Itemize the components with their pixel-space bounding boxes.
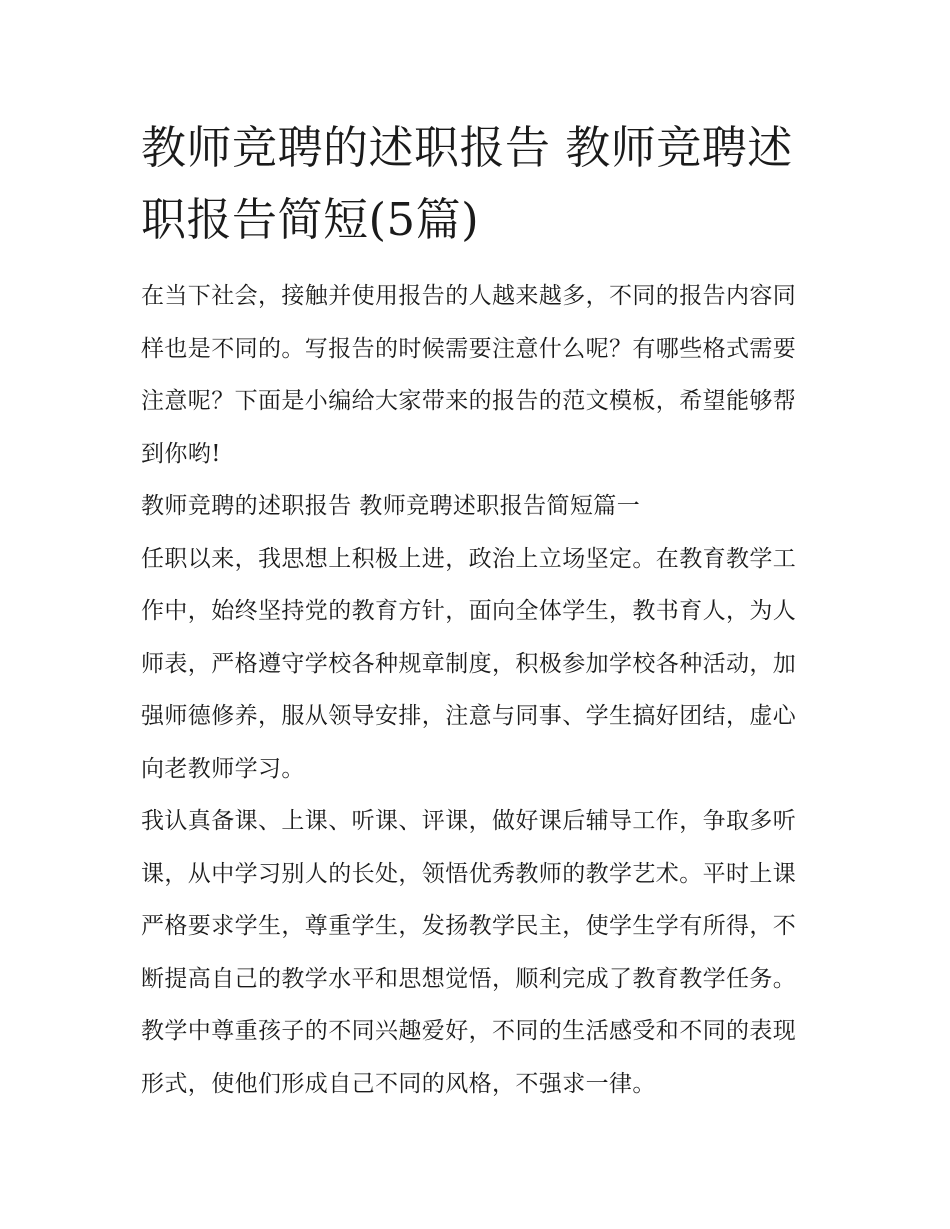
body-paragraph: 任职以来，我思想上积极上进，政治上立场坚定。在教育教学工作中，始终坚持党的教育方针，面向全体学生，教书育人，为人师表，严格遵守学校各种规章制度，积极参加学校各种活动，加强师德修养，服从领导安排，注意与同事、学生搞好团结，虚心向老教师学习。 — [141, 545, 797, 782]
intro-paragraph: 在当下社会，接触并使用报告的人越来越多，不同的报告内容同样也是不同的。写报告的时候需要注意什么呢？有哪些格式需要注意呢？下面是小编给大家带来的报告的范文模板，希望能够帮到你哟! — [141, 283, 797, 467]
document-title: 教师竞聘的述职报告 教师竞聘述职报告简短(5篇) — [141, 121, 793, 246]
document-body — [141, 112, 813, 1110]
body-paragraph: 我认真备课、上课、听课、评课，做好课后辅导工作，争取多听课，从中学习别人的长处，领悟优秀教师的教学艺术。平时上课严格要求学生，尊重学生，发扬教学民主，使学生学有所得，不断提高自己的教学水平和思想觉悟，顺利完成了教育教学任务。教学中尊重孩子的不同兴趣爱好，不同的生活感受和不同的表现形式，使他们形成自己不同的风格，不强求一律。 — [141, 808, 797, 1097]
section-heading: 教师竞聘的述职报告 教师竞聘述职报告简短篇一 — [141, 493, 641, 519]
